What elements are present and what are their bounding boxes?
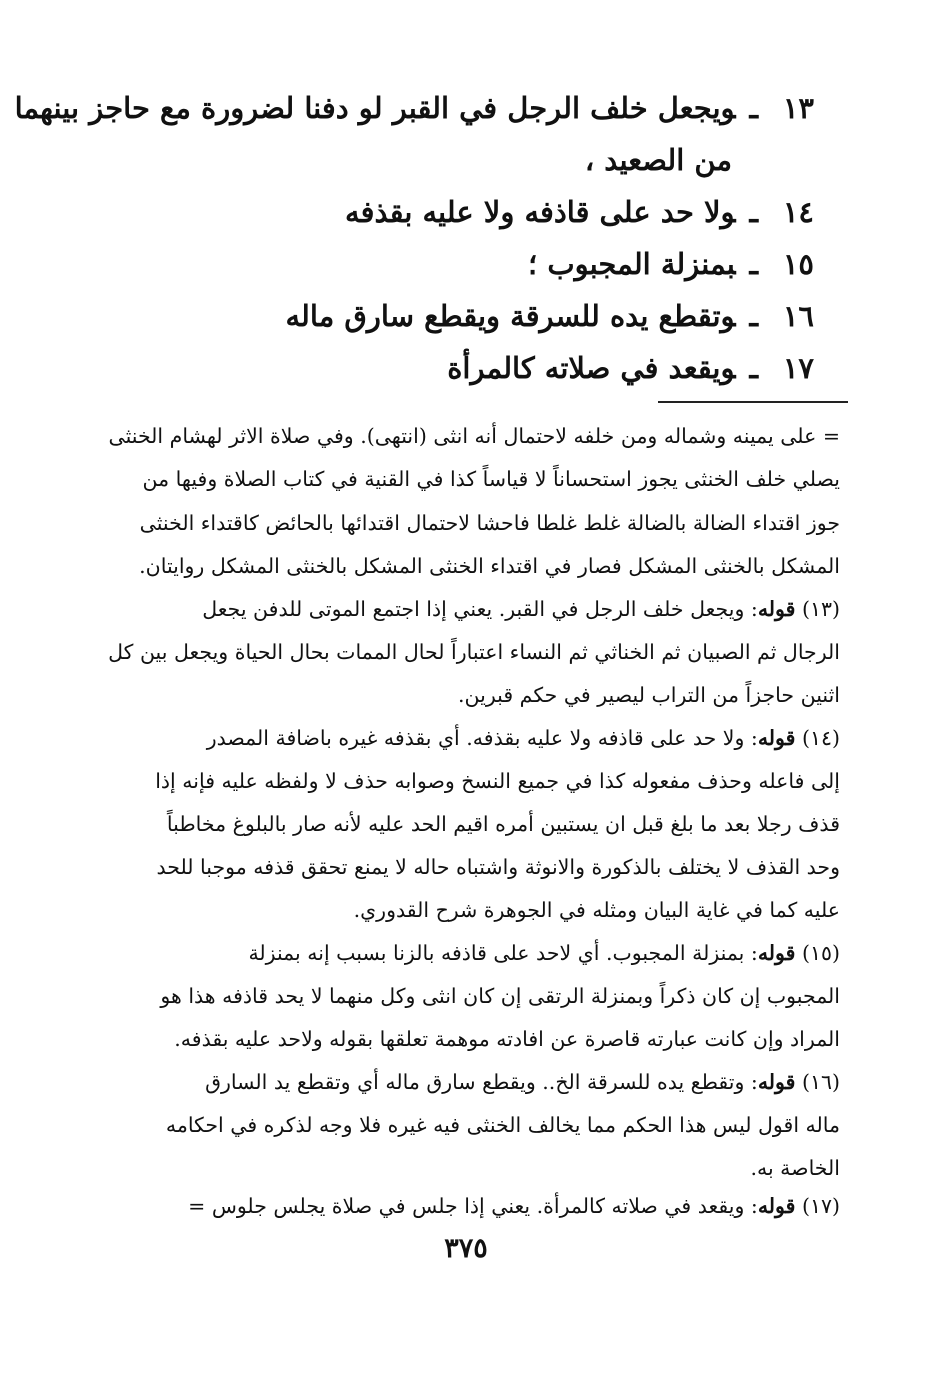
footnote-line: المجبوب إن كان ذكراً وبمنزلة الرتقى إن كان انثى وكل منهما لا يحد قاذفه هذا هو [160,984,840,1008]
item-text: من الصعيد ، [584,143,732,177]
footnote-line: اثنين حاجزاً من التراب ليصير في حكم قبرين. [458,683,840,707]
footnote-line: الرجال ثم الصبيان ثم الخناثي ثم النساء اعتباراً لحال الممات بحال الحياة ويجعل بين كل [108,640,840,664]
footnote-line: ماله اقول ليس هذا الحكم مما يخالف الخنثى فيه غيره فلا وجه لذكره في احكامه [165,1113,840,1137]
footnote-line: عليه كما في غاية البيان ومثله في الجوهرة شرح القدوري. [353,898,840,922]
item-number: ١٥ [782,247,814,281]
footnote-line: جوز اقتداء الضالة بالضالة غلط غلطا فاحشا لاحتمال اقتدائها بالحائض كاقتداء الخنثى [139,511,840,535]
footnote-line: المراد وإن كانت عبارته قاصرة عن افادته موهمة تعلقها بقوله ولاحد عليه بقذفه. [174,1027,840,1051]
footnote-line: إلى فاعله وحذف مفعوله كذا في جميع النسخ وصوابه حذف لا ولفظه عليه فإنه إذا [155,769,840,793]
footnote-line: المشكل بالخنثى المشكل فصار في اقتداء الخنثى المشكل بالخنثى المشكل روايتان. [139,554,840,578]
footnote-line: قذف رجلا بعد ما بلغ قبل ان يستبين أمره اقيم الحد عليه لأنه صار بالبلوغ مخاطباً [166,812,840,836]
footnote-line: الخاصة به. [750,1156,840,1180]
item-dash: ـ [749,195,758,229]
footnote-line: = على يمينه وشماله ومن خلفه لاحتمال أنه انثى (انتهى). وفي صلاة الاثر لهشام الخنثى [108,424,840,448]
commentary-keyword: قوله [757,1194,796,1218]
footnote-line: يصلي خلف الخنثى يجوز استحساناً لا قياساً كذا في القنية في كتاب الصلاة وفيها من [142,467,840,491]
main-item-13 [15,88,814,128]
commentary-keyword: قوله [757,941,796,965]
commentary-keyword: قوله [757,1070,796,1094]
footnote-line: (١٧) قوله: ويقعد في صلاته كالمرأة. يعني إذا جلس في صلاة يجلس جلوس = [188,1194,840,1218]
item-dash: ـ [749,351,758,385]
main-item-16 [286,296,815,336]
item-number: ١٤ [782,195,814,229]
item-text: بمنزلة المجبوب ؛ [528,247,736,281]
item-dash: ـ [749,247,758,281]
footnote-line: (١٤) قوله: ولا حد على قاذفه ولا عليه بقذفه. أي بقذفه غيره باضافة المصدر [206,726,840,750]
commentary-keyword: قوله [757,726,796,750]
item-number: ١٣ [782,91,814,125]
main-item-15 [528,244,814,284]
main-item-13-continuation [585,140,732,180]
footnote-line: (١٣) قوله: ويجعل خلف الرجل في القبر. يعني إذا اجتمع الموتى للدفن يجعل [202,597,840,621]
main-item-14 [345,192,814,232]
footnote-line: وحد القذف لا يختلف بالذكورة والانوثة واشتباه حاله لا يمنع تحقق قذفه موجبا للحد [156,855,840,879]
item-dash: ـ [749,299,758,333]
main-item-17 [447,348,814,388]
item-text: ولا حد على قاذفه ولا عليه بقذفه [345,195,736,229]
commentary-keyword: قوله [757,597,796,621]
item-text: وتقطع يده للسرقة ويقطع سارق ماله [285,299,736,333]
item-text: ويقعد في صلاته كالمرأة [447,351,736,385]
item-number: ١٦ [782,299,814,333]
item-text: ويجعل خلف الرجل في القبر لو دفنا لضرورة مع حاجز بينهما [14,91,736,125]
footnote-line: (١٥) قوله: بمنزلة المجبوب. أي لاحد على قاذفه بالزنا بسبب إنه بمنزلة [248,941,840,965]
footnote-line: (١٦) قوله: وتقطع يده للسرقة الخ.. ويقطع سارق ماله أي وتقطع يد السارق [205,1070,840,1094]
item-number: ١٧ [782,351,814,385]
footnote-separator-rule [658,401,848,403]
page-number: ٣٧٥ [444,1233,488,1264]
item-dash: ـ [749,91,758,125]
